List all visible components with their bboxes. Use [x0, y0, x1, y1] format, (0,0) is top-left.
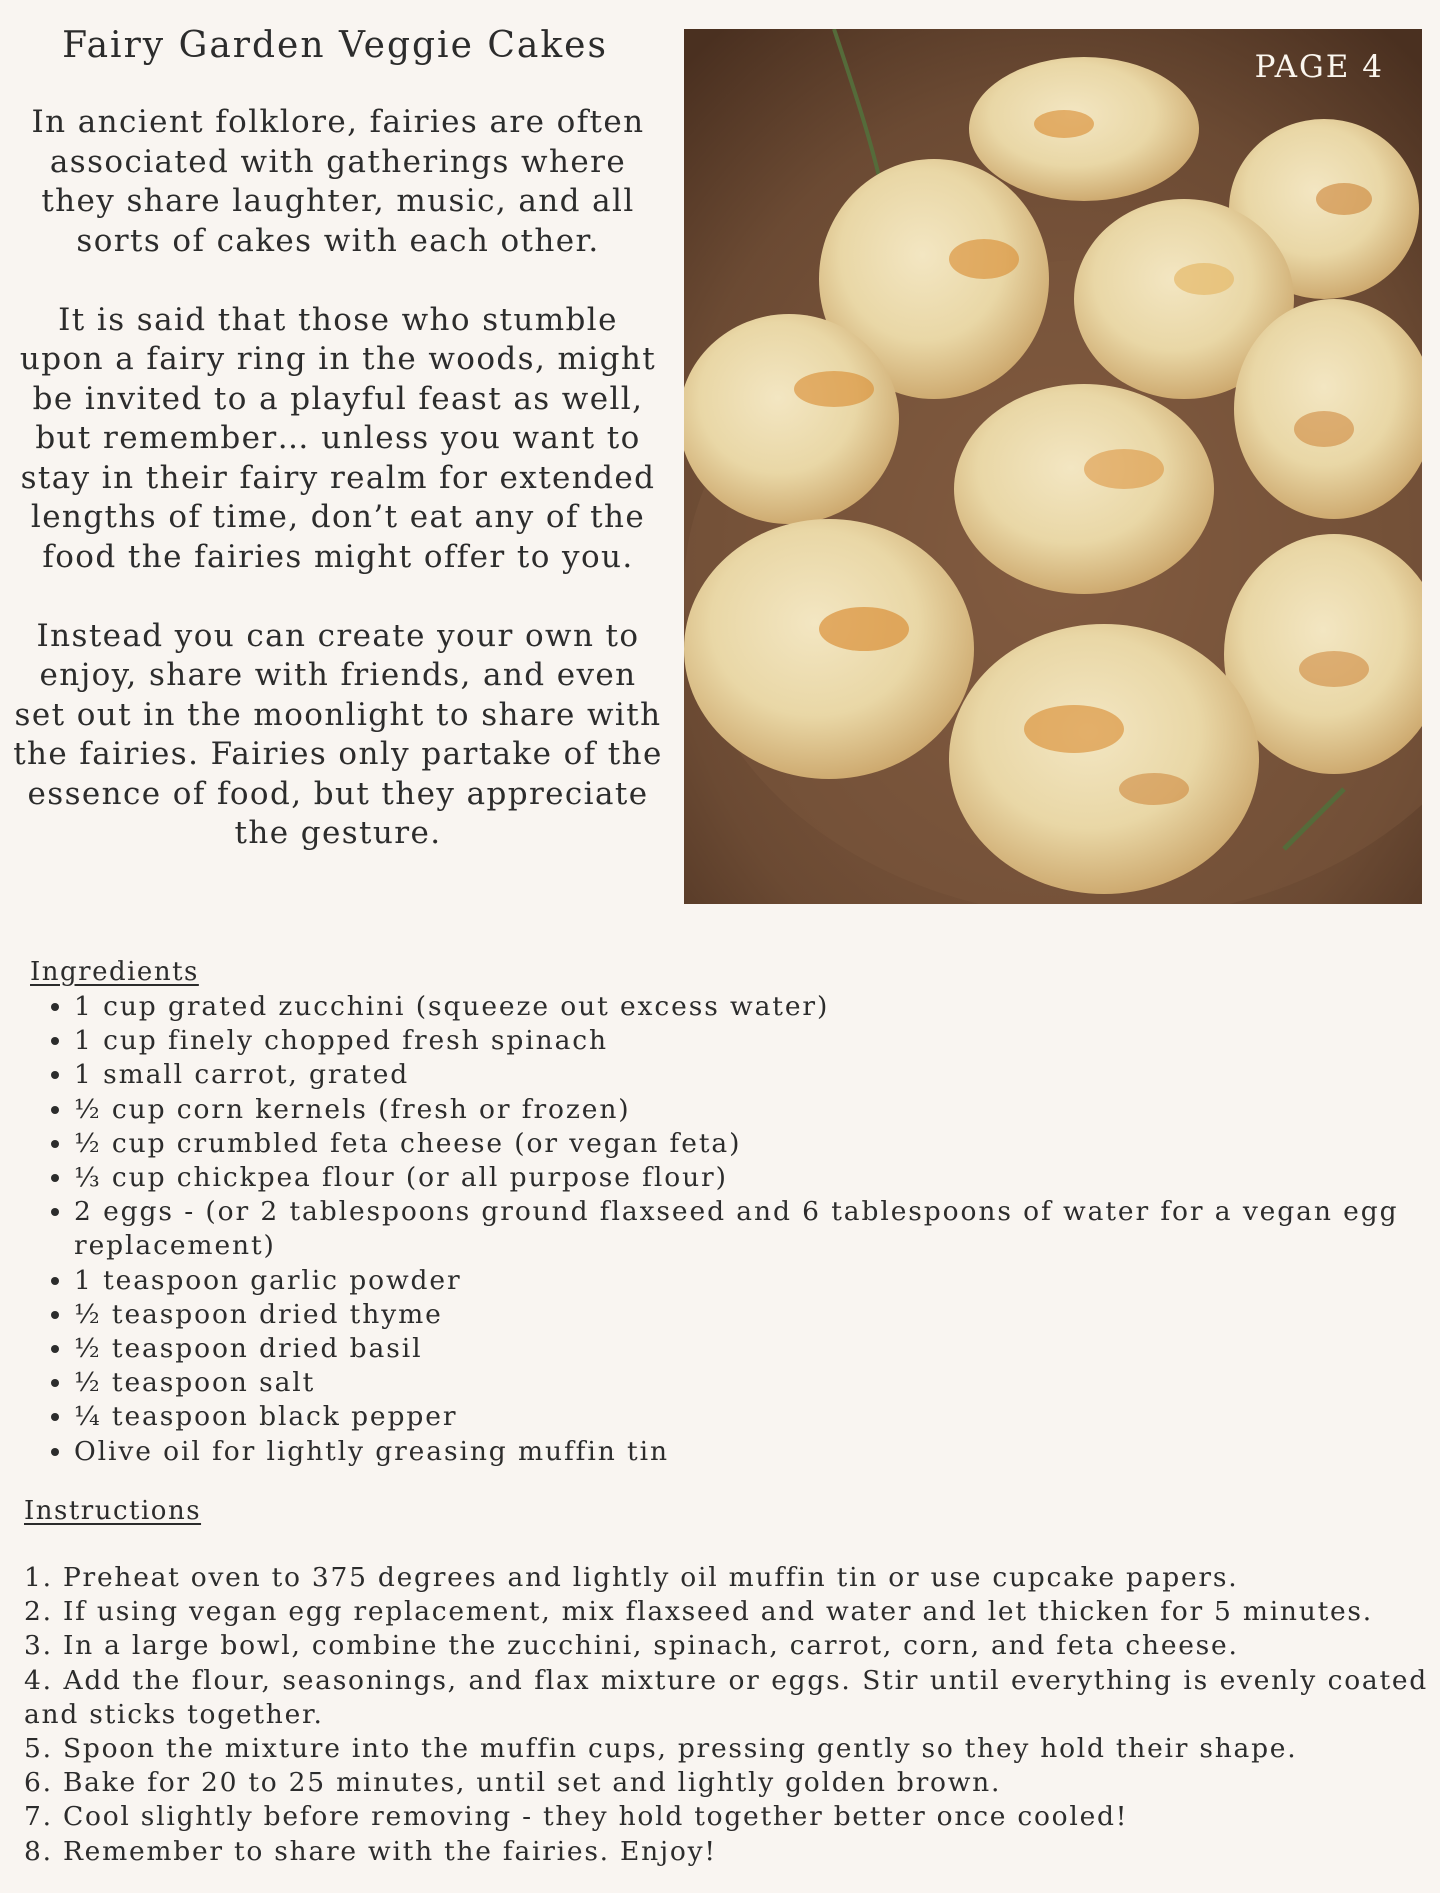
ingredient-item: • ½ teaspoon dried thyme: [74, 1298, 1440, 1332]
ingredient-item: • ½ cup crumbled feta cheese (or vegan feta): [74, 1127, 1440, 1161]
veggie-cakes-photo: [684, 29, 1422, 904]
muffin: [949, 624, 1259, 894]
muffin: [954, 384, 1214, 594]
intro-paragraph: In ancient folklore, fairies are often associated with gatherings where they share laughter, music, and all sorts of cakes with each other.: [31, 104, 645, 259]
instructions-heading: Instructions: [24, 1496, 202, 1526]
muffin: [969, 57, 1199, 201]
ingredient-item: • 1 small carrot, grated: [74, 1058, 1440, 1092]
instructions-list: [24, 1561, 1428, 1869]
ingredient-item: • ¼ teaspoon black pepper: [74, 1400, 1440, 1434]
instruction-step: 1. Preheat oven to 375 degrees and lightly oil muffin tin or use cupcake papers.: [24, 1562, 1239, 1593]
muffin: [684, 314, 899, 524]
intro-paragraph: It is said that those who stumble upon a fairy ring in the woods, might be invited to a playful feast as well, but remember… unless you want to stay in their fairy realm for extended lengths of time, don’t eat any of the food the fairies might offer to you.: [19, 301, 657, 575]
ingredient-item: • ⅓ cup chickpea flour (or all purpose flour): [74, 1161, 1440, 1195]
muffin: [684, 519, 974, 779]
muffins-illustration: [684, 29, 1422, 904]
ingredients-heading: Ingredients: [30, 957, 199, 987]
instruction-step: 5. Spoon the mixture into the muffin cups, pressing gently so they hold their shape.: [24, 1733, 1298, 1765]
ingredient-item: • ½ teaspoon salt: [74, 1366, 1440, 1400]
instruction-step: 8. Remember to share with the fairies. Enjoy!: [24, 1835, 717, 1867]
ingredient-item: • 1 teaspoon garlic powder: [74, 1264, 1440, 1298]
ingredient-item: • ½ cup corn kernels (fresh or frozen): [74, 1093, 1440, 1127]
instruction-step: 7. Cool slightly before removing - they hold together better once cooled!: [24, 1801, 1129, 1833]
ingredients-list: [30, 990, 1440, 1469]
instruction-step: 3. In a large bowl, combine the zucchini, spinach, carrot, corn, and feta cheese.: [24, 1630, 1239, 1662]
ingredient-item: • 1 cup finely chopped fresh spinach: [74, 1024, 1440, 1058]
ingredient-item: • Olive oil for lightly greasing muffin tin: [74, 1435, 1440, 1469]
ingredient-item: • 2 eggs - (or 2 tablespoons ground flaxseed and 6 tablespoons of water for a vegan egg replacement): [74, 1195, 1440, 1263]
recipe-title: Fairy Garden Veggie Cakes: [62, 25, 608, 66]
intro-text: [12, 103, 664, 893]
ingredient-item: • 1 cup grated zucchini (squeeze out excess water): [74, 990, 1440, 1024]
instruction-step: 6. Bake for 20 to 25 minutes, until set and lightly golden brown.: [24, 1767, 1002, 1799]
page-number-label: PAGE 4: [1254, 49, 1384, 85]
instruction-step: 2. If using vegan egg replacement, mix flaxseed and water and let thicken for 5 minutes.: [24, 1596, 1373, 1628]
instruction-step: 4. Add the flour, seasonings, and flax mixture or eggs. Stir until everything is evenly coated and sticks together.: [24, 1664, 1428, 1730]
intro-paragraph: Instead you can create your own to enjoy, share with friends, and even set out in the moonlight to share with the fairies. Fairies only partake of the essence of food, but they appreciate the gesture.: [13, 617, 663, 851]
ingredient-item: • ½ teaspoon dried basil: [74, 1332, 1440, 1366]
